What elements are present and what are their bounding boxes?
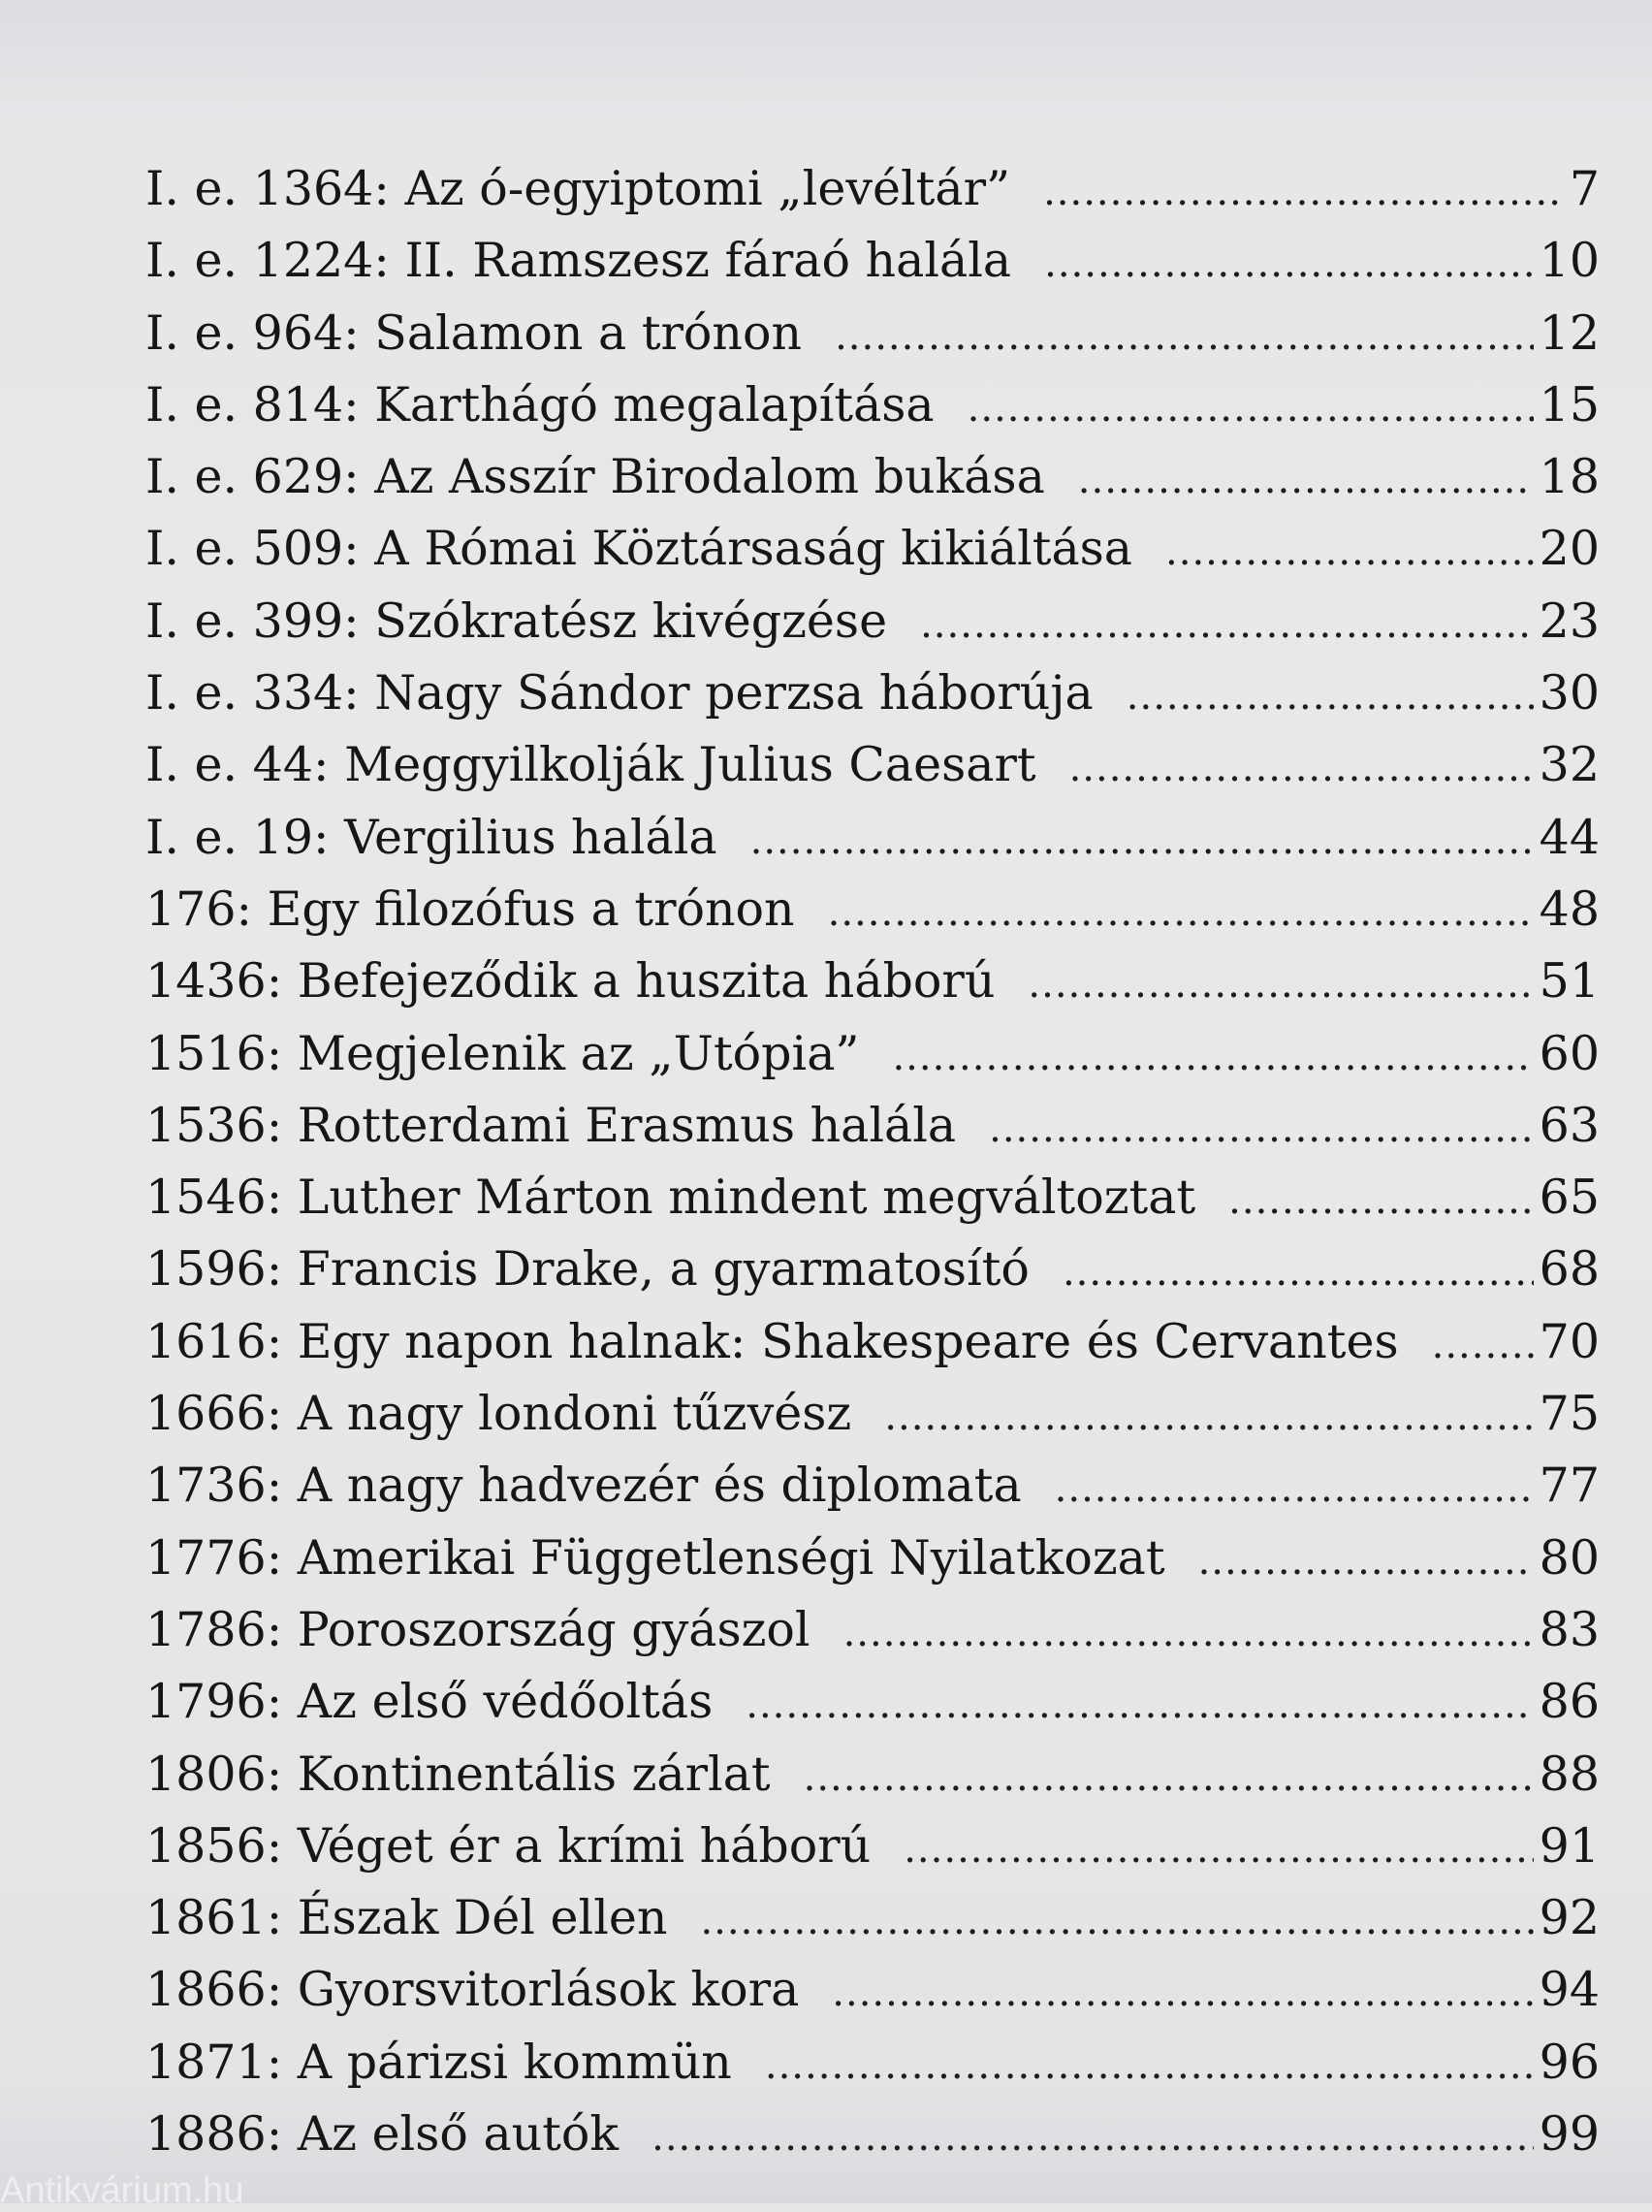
toc-entry — [145, 369, 1600, 441]
toc-entry — [145, 153, 1600, 225]
toc-entry — [145, 657, 1600, 729]
toc-entry — [145, 441, 1600, 513]
toc-entry-page: 30 — [1539, 665, 1600, 721]
toc-entry-title: 1536: Rotterdami Erasmus halála — [145, 1097, 957, 1153]
toc-entry-title: 1616: Egy napon halnak: Shakespeare és Cervantes — [145, 1313, 1399, 1369]
toc-entry — [145, 946, 1600, 1017]
dot-leader — [1069, 732, 1534, 804]
toc-entry-title: I. e. 814: Karthágó megalapítása — [145, 376, 935, 433]
dot-leader — [843, 1597, 1534, 1669]
toc-entry-page: 86 — [1539, 1674, 1600, 1730]
toc-entry-title: 1866: Gyorsvitorlások kora — [145, 1962, 800, 2018]
toc-entry-title: 1856: Véget ér a krími háború — [145, 1817, 872, 1874]
dot-leader — [1044, 228, 1534, 300]
toc-entry — [145, 2027, 1600, 2099]
dot-leader — [1198, 1525, 1534, 1597]
toc-entry-title: 1736: A nagy hadvezér és diplomata — [145, 1458, 1022, 1514]
toc-entry — [145, 1162, 1600, 1234]
toc-entry — [145, 729, 1600, 801]
toc-entry-title: I. e. 629: Az Asszír Birodalom bukása — [145, 449, 1045, 505]
dot-leader — [828, 877, 1534, 948]
toc-entry — [145, 513, 1600, 585]
dot-leader — [1127, 660, 1534, 732]
toc-entry-title: I. e. 1364: Az ó-egyiptomi „levéltár” — [145, 161, 1011, 216]
toc-entry — [145, 1090, 1600, 1162]
toc-entry-title: 1886: Az első autók — [145, 2106, 620, 2163]
dot-leader — [884, 1381, 1533, 1453]
toc-entry-page: 92 — [1539, 1890, 1600, 1946]
toc-entry-page: 7 — [1569, 161, 1600, 216]
toc-entry-title: 1516: Megjelenik az „Utópia” — [145, 1025, 860, 1081]
toc-entry-title: I. e. 1224: II. Ramszesz fáraó halála — [145, 233, 1012, 289]
toc-entry — [145, 225, 1600, 297]
toc-entry-page: 68 — [1539, 1241, 1600, 1298]
dot-leader — [700, 1885, 1533, 1957]
toc-entry-title: 1666: A nagy londoni tűzvész — [145, 1386, 852, 1442]
toc-entry-page: 91 — [1539, 1817, 1600, 1874]
toc-entry — [145, 1666, 1600, 1738]
toc-entry — [145, 1018, 1600, 1090]
toc-entry — [145, 2099, 1600, 2170]
dot-leader — [750, 805, 1534, 877]
toc-entry-title: I. e. 334: Nagy Sándor perzsa háborúja — [145, 665, 1094, 721]
toc-entry — [145, 1234, 1600, 1305]
toc-entry-title: I. e. 19: Vergilius halála — [145, 809, 717, 865]
toc-entry — [145, 1811, 1600, 1882]
toc-entry-page: 83 — [1539, 1601, 1600, 1657]
toc-entry-title: 176: Egy filozófus a trónon — [145, 881, 795, 937]
dot-leader — [765, 2030, 1534, 2101]
toc-entry-page: 10 — [1539, 233, 1600, 289]
dot-leader — [1432, 1309, 1534, 1381]
toc-entry-title: 1861: Észak Dél ellen — [145, 1890, 668, 1946]
toc-entry-title: I. e. 399: Szókratész kivégzése — [145, 593, 888, 649]
toc-entry — [145, 1954, 1600, 2026]
toc-entry — [145, 1594, 1600, 1666]
toc-entry-page: 44 — [1539, 809, 1600, 865]
toc-entry — [145, 586, 1600, 657]
dot-leader — [968, 372, 1534, 444]
toc-entry-page: 94 — [1539, 1962, 1600, 2018]
toc-entry-page: 77 — [1539, 1458, 1600, 1514]
watermark: Antikvárium.hu — [0, 2170, 244, 2211]
dot-leader — [835, 301, 1534, 372]
toc-entry-title: 1436: Befejeződik a huszita háború — [145, 953, 996, 1010]
toc-entry-page: 99 — [1539, 2106, 1600, 2163]
toc-entry-title: 1796: Az első védőoltás — [145, 1674, 714, 1730]
toc-entry-title: 1776: Amerikai Függetlenségi Nyilatkozat — [145, 1529, 1165, 1586]
dot-leader — [804, 1742, 1534, 1813]
toc-entry-page: 65 — [1539, 1170, 1600, 1226]
toc-entry-page: 70 — [1539, 1313, 1600, 1369]
dot-leader — [1055, 1453, 1534, 1524]
toc-entry-page: 15 — [1539, 376, 1600, 433]
toc-entry — [145, 1450, 1600, 1522]
dot-leader — [1165, 516, 1534, 588]
toc-entry-page: 12 — [1539, 305, 1600, 361]
dot-leader — [1063, 1236, 1534, 1308]
toc-entry — [145, 1739, 1600, 1811]
toc-entry-page: 23 — [1539, 593, 1600, 649]
toc-entry-page: 48 — [1539, 881, 1600, 937]
dot-leader — [920, 589, 1534, 660]
toc-entry-page: 51 — [1539, 953, 1600, 1010]
table-of-contents — [145, 153, 1600, 2170]
toc-entry — [145, 1306, 1600, 1378]
dot-leader — [651, 2101, 1534, 2173]
toc-entry — [145, 874, 1600, 946]
dot-leader — [1078, 444, 1534, 516]
toc-entry-page: 18 — [1539, 449, 1600, 505]
dot-leader — [989, 1093, 1534, 1165]
dot-leader — [892, 1021, 1533, 1093]
dot-leader — [1228, 1165, 1533, 1236]
toc-entry — [145, 1523, 1600, 1594]
dot-leader — [1028, 948, 1533, 1020]
toc-entry-page: 88 — [1539, 1746, 1600, 1802]
toc-entry — [145, 1882, 1600, 1954]
toc-entry-page: 75 — [1539, 1386, 1600, 1442]
toc-entry-title: I. e. 964: Salamon a trónon — [145, 305, 803, 361]
toc-entry — [145, 298, 1600, 369]
dot-leader — [904, 1813, 1533, 1885]
toc-entry-title: 1786: Poroszország gyászol — [145, 1601, 810, 1657]
toc-entry-page: 32 — [1539, 737, 1600, 793]
dot-leader — [832, 1957, 1533, 2029]
dot-leader — [746, 1669, 1533, 1741]
toc-entry-title: 1871: A párizsi kommün — [145, 2034, 732, 2090]
show-through-text — [116, 0, 1629, 145]
toc-entry-page: 96 — [1539, 2034, 1600, 2090]
toc-entry-page: 60 — [1539, 1025, 1600, 1081]
toc-entry-page: 63 — [1539, 1097, 1600, 1153]
toc-entry — [145, 802, 1600, 874]
toc-entry — [145, 1378, 1600, 1450]
toc-entry-page: 80 — [1539, 1529, 1600, 1586]
toc-entry-title: I. e. 44: Meggyilkolják Julius Caesart — [145, 737, 1036, 793]
toc-entry-title: 1806: Kontinentális zárlat — [145, 1746, 771, 1802]
dot-leader — [1043, 156, 1564, 228]
toc-entry-title: 1546: Luther Márton mindent megváltoztat — [145, 1170, 1196, 1226]
toc-entry-page: 20 — [1539, 521, 1600, 577]
toc-entry-title: 1596: Francis Drake, a gyarmatosító — [145, 1241, 1030, 1298]
toc-entry-title: I. e. 509: A Római Köztársaság kikiáltása — [145, 521, 1133, 577]
